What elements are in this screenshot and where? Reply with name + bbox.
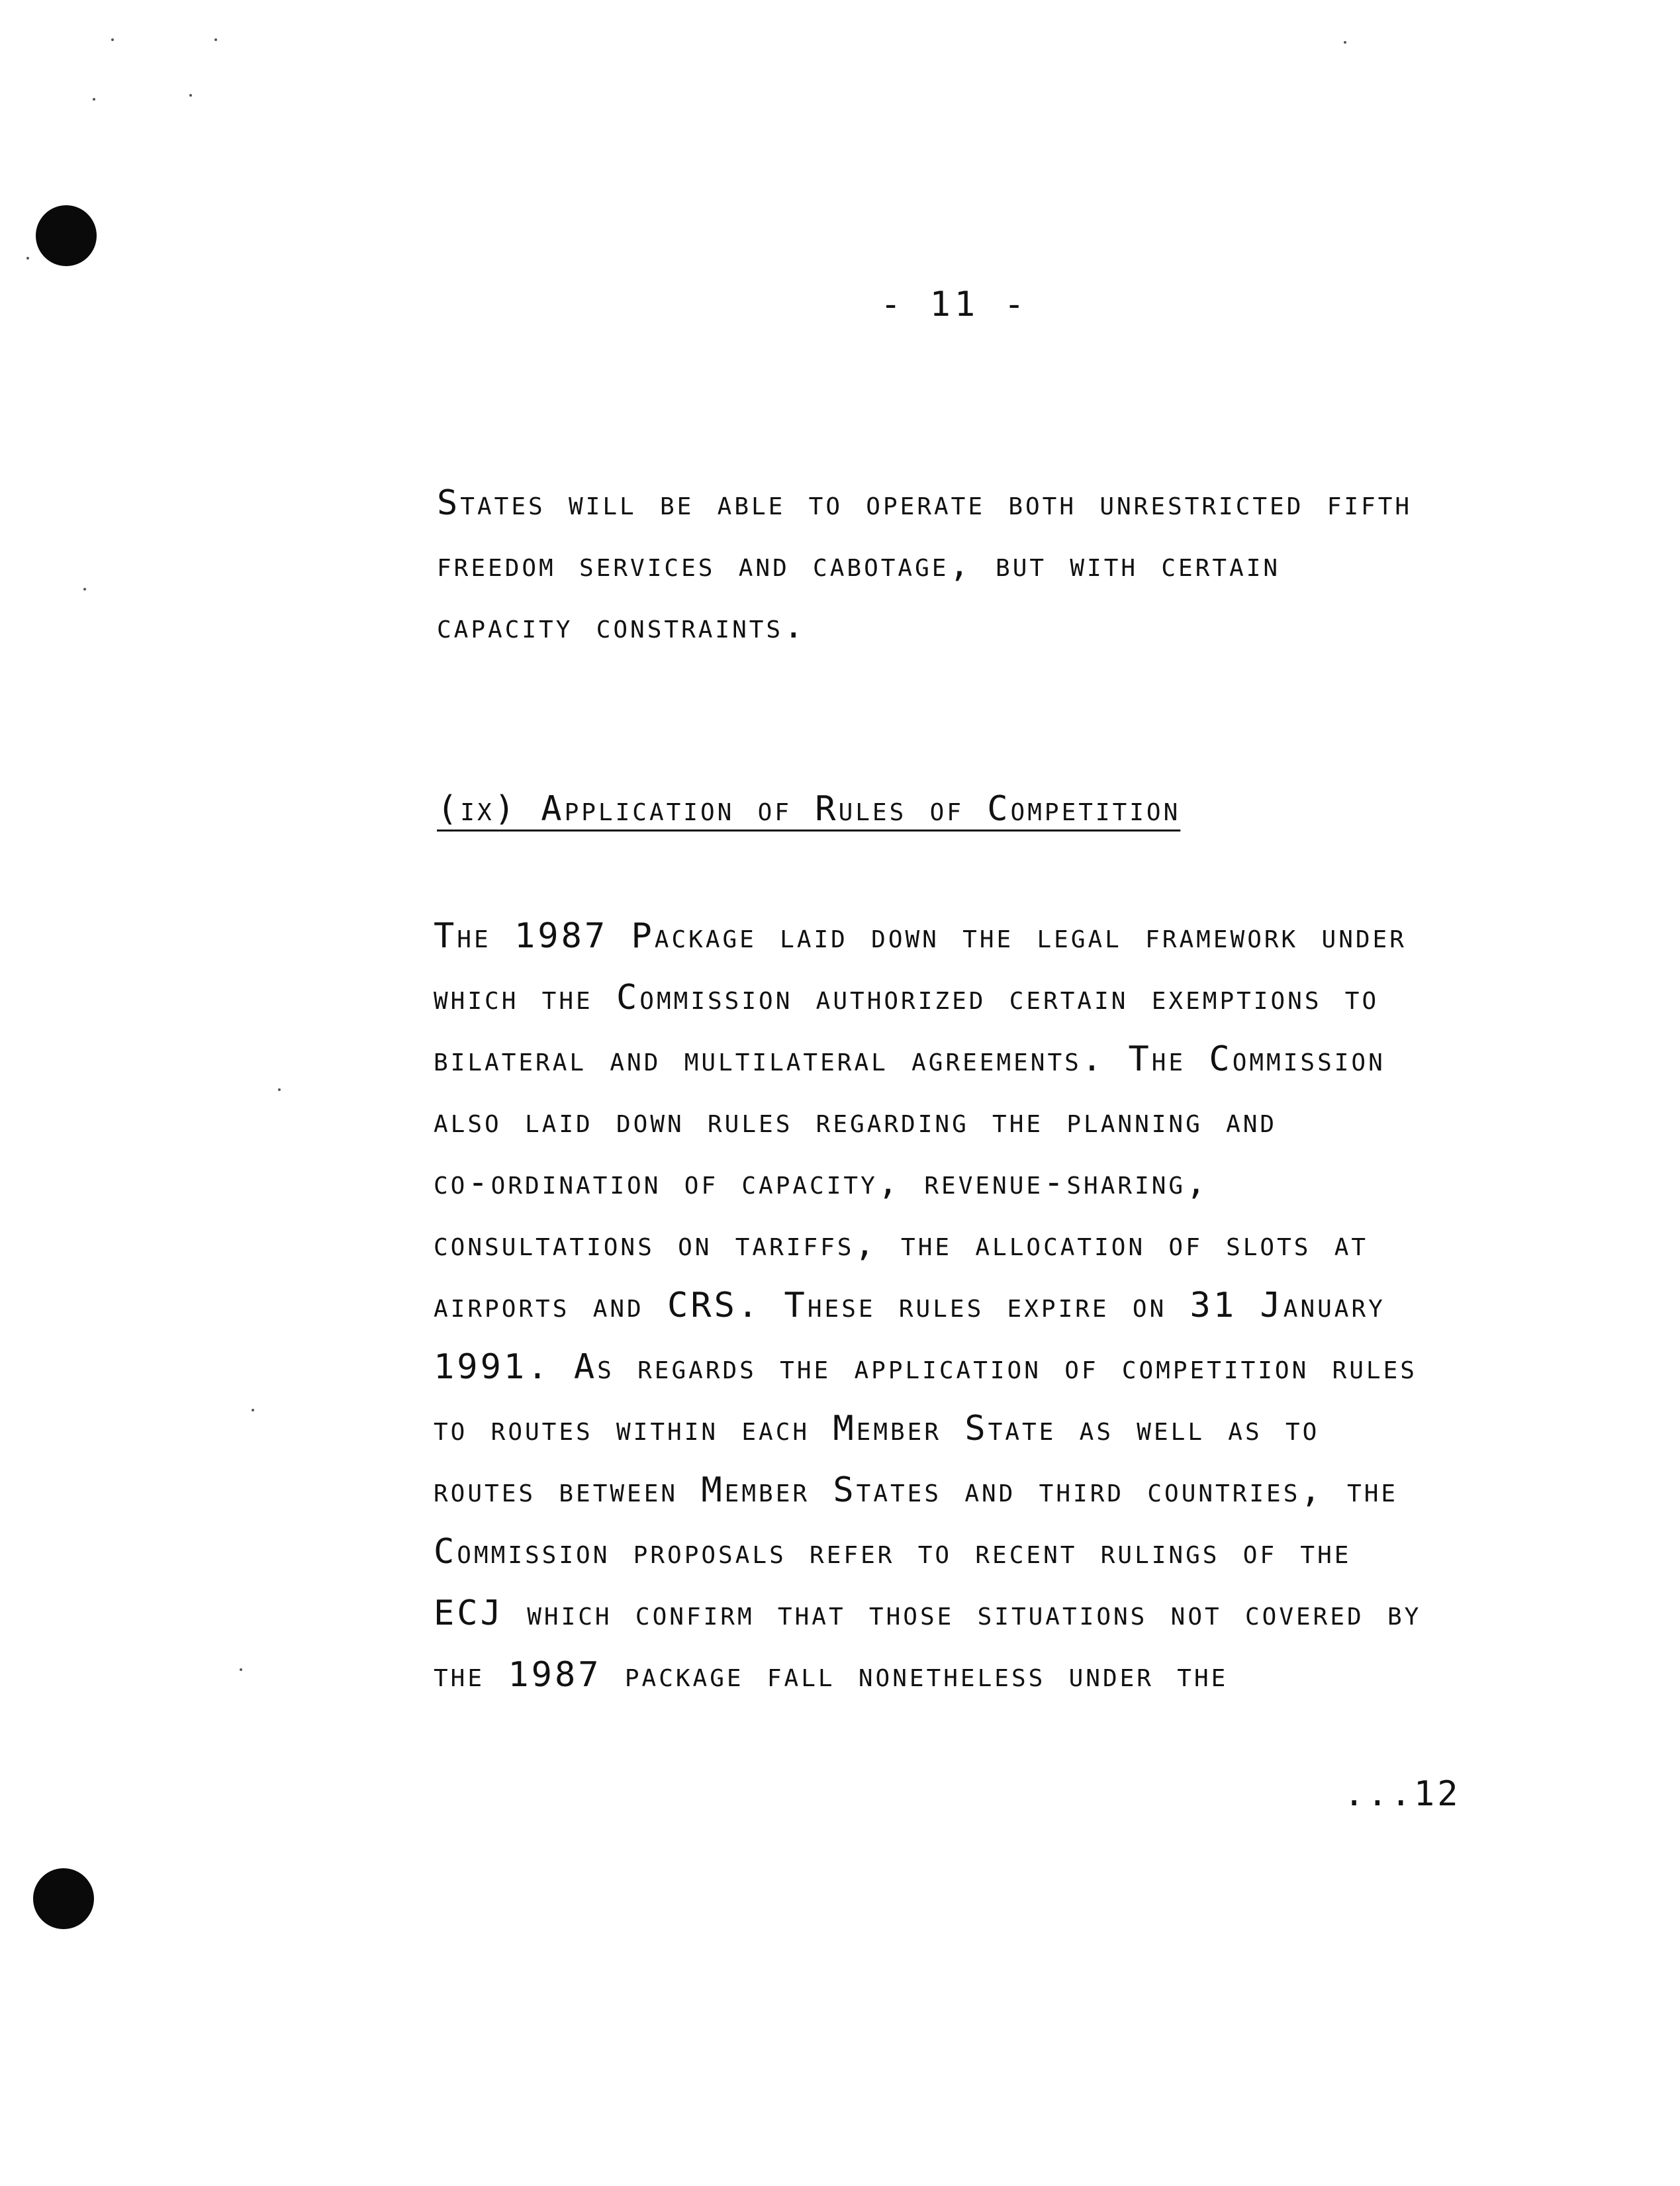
text-line: co-ordination of capacity, revenue-sharing, [434, 1163, 1209, 1202]
text-line: 1991. As regards the application of competition rules [434, 1347, 1417, 1387]
scan-speck [111, 38, 114, 41]
text-line: capacity constraints. [437, 606, 807, 646]
text-line: bilateral and multilateral agreements. The Commission [434, 1039, 1385, 1079]
scan-speck [252, 1409, 254, 1411]
text-line: airports and CRS. These rules expire on 31 January [434, 1286, 1385, 1325]
section-heading: (ix) Application of Rules of Competition [437, 789, 1181, 829]
scan-speck [26, 257, 29, 260]
text-line: which the Commission authorized certain exemptions to [434, 978, 1379, 1018]
text-line: routes between Member States and third countries, the [434, 1470, 1399, 1510]
paragraph-body [434, 906, 1421, 1706]
text-line: freedom services and cabotage, but with certain [437, 545, 1281, 585]
scan-speck [278, 1088, 281, 1091]
page-number: - 11 - [880, 285, 1029, 324]
text-line: the 1987 package fall nonetheless under the [434, 1655, 1229, 1695]
text-line: also laid down rules regarding the planning and [434, 1101, 1278, 1141]
text-line: Commission proposals refer to recent rulings of the [434, 1532, 1352, 1572]
scan-speck [83, 588, 86, 591]
punch-hole-bottom [33, 1868, 94, 1929]
text-line: The 1987 Package laid down the legal framework under [434, 916, 1407, 956]
punch-hole-top [36, 205, 97, 266]
scan-speck [93, 98, 95, 101]
paragraph-continued [437, 473, 1412, 657]
text-line: consultations on tariffs, the allocation of slots at [434, 1224, 1369, 1264]
text-line: to routes within each Member State as well as to [434, 1409, 1320, 1449]
scan-speck [240, 1668, 242, 1671]
scan-speck [1344, 41, 1346, 44]
text-line: States will be able to operate both unrestricted fifth [437, 483, 1413, 523]
continuation-marker: ...12 [1344, 1774, 1461, 1814]
text-line: ECJ which confirm that those situations not covered by [434, 1593, 1422, 1633]
scan-speck [189, 94, 192, 97]
scan-speck [214, 38, 217, 41]
